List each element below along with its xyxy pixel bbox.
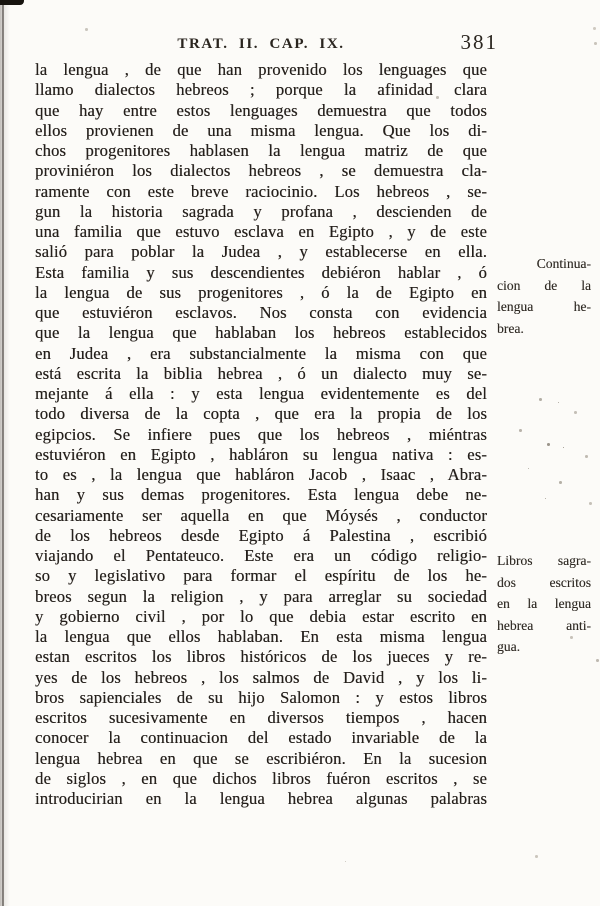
body-text-line: la lengua , de que han provenido los lenguages que (35, 60, 487, 79)
body-text-line: que estuviéron esclavos. Nos consta con evidencia (35, 303, 487, 322)
body-text-line: Esta familia y sus descendientes debiéron hablar , ó (35, 262, 487, 282)
body-text-line: que la lengua que hablaban los hebreos establecidos (35, 323, 487, 343)
body-text-line: estuviéron en Egipto , habláron su lengua nativa : es- (35, 444, 487, 464)
margin-note-line: hebrea anti- (497, 617, 591, 633)
body-text-line: han y sus demas progenitores. Esta lengua debe ne- (35, 485, 487, 505)
body-text-line: salió para poblar la Judea , y establecerse en ella. (35, 242, 487, 262)
body-text-line: cesariamente ser aquella en que Móysés , conductor (35, 505, 487, 525)
body-text-line: ellos provienen de una misma lengua. Que los di- (35, 120, 487, 140)
body-text-line: viajando el Pentateuco. Este era un código religio- (35, 546, 487, 565)
body-text-line: está escrita la biblia hebrea , ó un dialecto muy se- (35, 363, 487, 383)
page-number: 381 (460, 30, 498, 54)
body-text-line: conocer la continuacion del estado invariable de la (35, 728, 487, 748)
body-text-line: ramente con este breve raciocinio. Los hebreos , se- (35, 181, 487, 201)
body-text-line: la lengua de sus progenitores , ó la de Egipto en (35, 282, 487, 302)
body-text-line: estan escritos los libros históricos de los jueces y re- (35, 647, 487, 667)
body-text-line: so y legislativo para formar el espíritu de los he- (35, 566, 487, 586)
body-text-line: de los hebreos desde Egipto á Palestina , escribió (35, 525, 487, 545)
margin-note-line: Libros sagra- (497, 553, 591, 568)
body-text-line: escritos sucesivamente en diversos tiempos , hacen (35, 708, 487, 727)
body-text-line: yes de los hebreos , los salmos de David , y los li- (35, 667, 487, 687)
margin-note-continuation (497, 253, 591, 339)
body-text-line: llamo dialectos hebreos ; porque la afinidad clara (35, 80, 487, 100)
margin-note-sacred-books (497, 550, 591, 658)
body-text-line: gun la historia sagrada y profana , descienden de (35, 201, 487, 221)
scan-edge-line (2, 0, 4, 906)
body-text-line: egipcios. Se infiere pues que los hebreos , miéntras (35, 424, 487, 444)
body-text-line: una familia que estuvo esclava en Egipto , y de este (35, 222, 487, 241)
body-text-line: que hay entre estos lenguages demuestra que todos (35, 100, 487, 120)
body-text-line: la lengua que ellos hablaban. En esta misma lengua (35, 627, 487, 646)
body-text-line: to es , la lengua que habláron Jacob , Isaac , Abra- (35, 465, 487, 484)
margin-note-line: brea. (497, 320, 524, 336)
margin-note-line: cion de la (497, 277, 591, 293)
margin-note-line: en la lengua (497, 596, 591, 611)
body-text-line: breos segun la religion , y para arreglar su sociedad (35, 586, 487, 606)
body-text (35, 60, 487, 809)
margin-note-line: dos escritos (497, 574, 591, 590)
body-text-line: de siglos , en que dichos libros fuéron escritos , se (35, 768, 487, 788)
body-text-line: todo diversa de la copta , que era la propia de los (35, 404, 487, 424)
scan-corner-mark (0, 0, 24, 5)
body-text-line: mejante á ella : y esta lengua evidentemente es del (35, 384, 487, 403)
body-text-line: proviniéron los dialectos hebreos , se demuestra cla- (35, 161, 487, 181)
margin-note-line: lengua he- (497, 299, 591, 314)
scan-noise-speckles (0, 0, 1, 1)
body-text-line: y gobierno civil , por lo que debia estar escrito en (35, 606, 487, 626)
body-text-line: introducirian en la lengua hebrea algunas palabras (35, 789, 487, 808)
body-text-line: lengua hebrea en que se escribiéron. En la sucesion (35, 748, 487, 768)
margin-note-line: Continua- (536, 256, 591, 271)
body-text-line: bros sapienciales de su hijo Salomon : y estos libros (35, 687, 487, 707)
body-text-line: en Judea , era substancialmente la misma con que (35, 343, 487, 363)
margin-note-line: gua. (497, 639, 521, 654)
body-text-line: chos progenitores hablasen la lengua matriz de que (35, 141, 487, 160)
running-header: TRAT. II. CAP. IX. (177, 36, 345, 52)
